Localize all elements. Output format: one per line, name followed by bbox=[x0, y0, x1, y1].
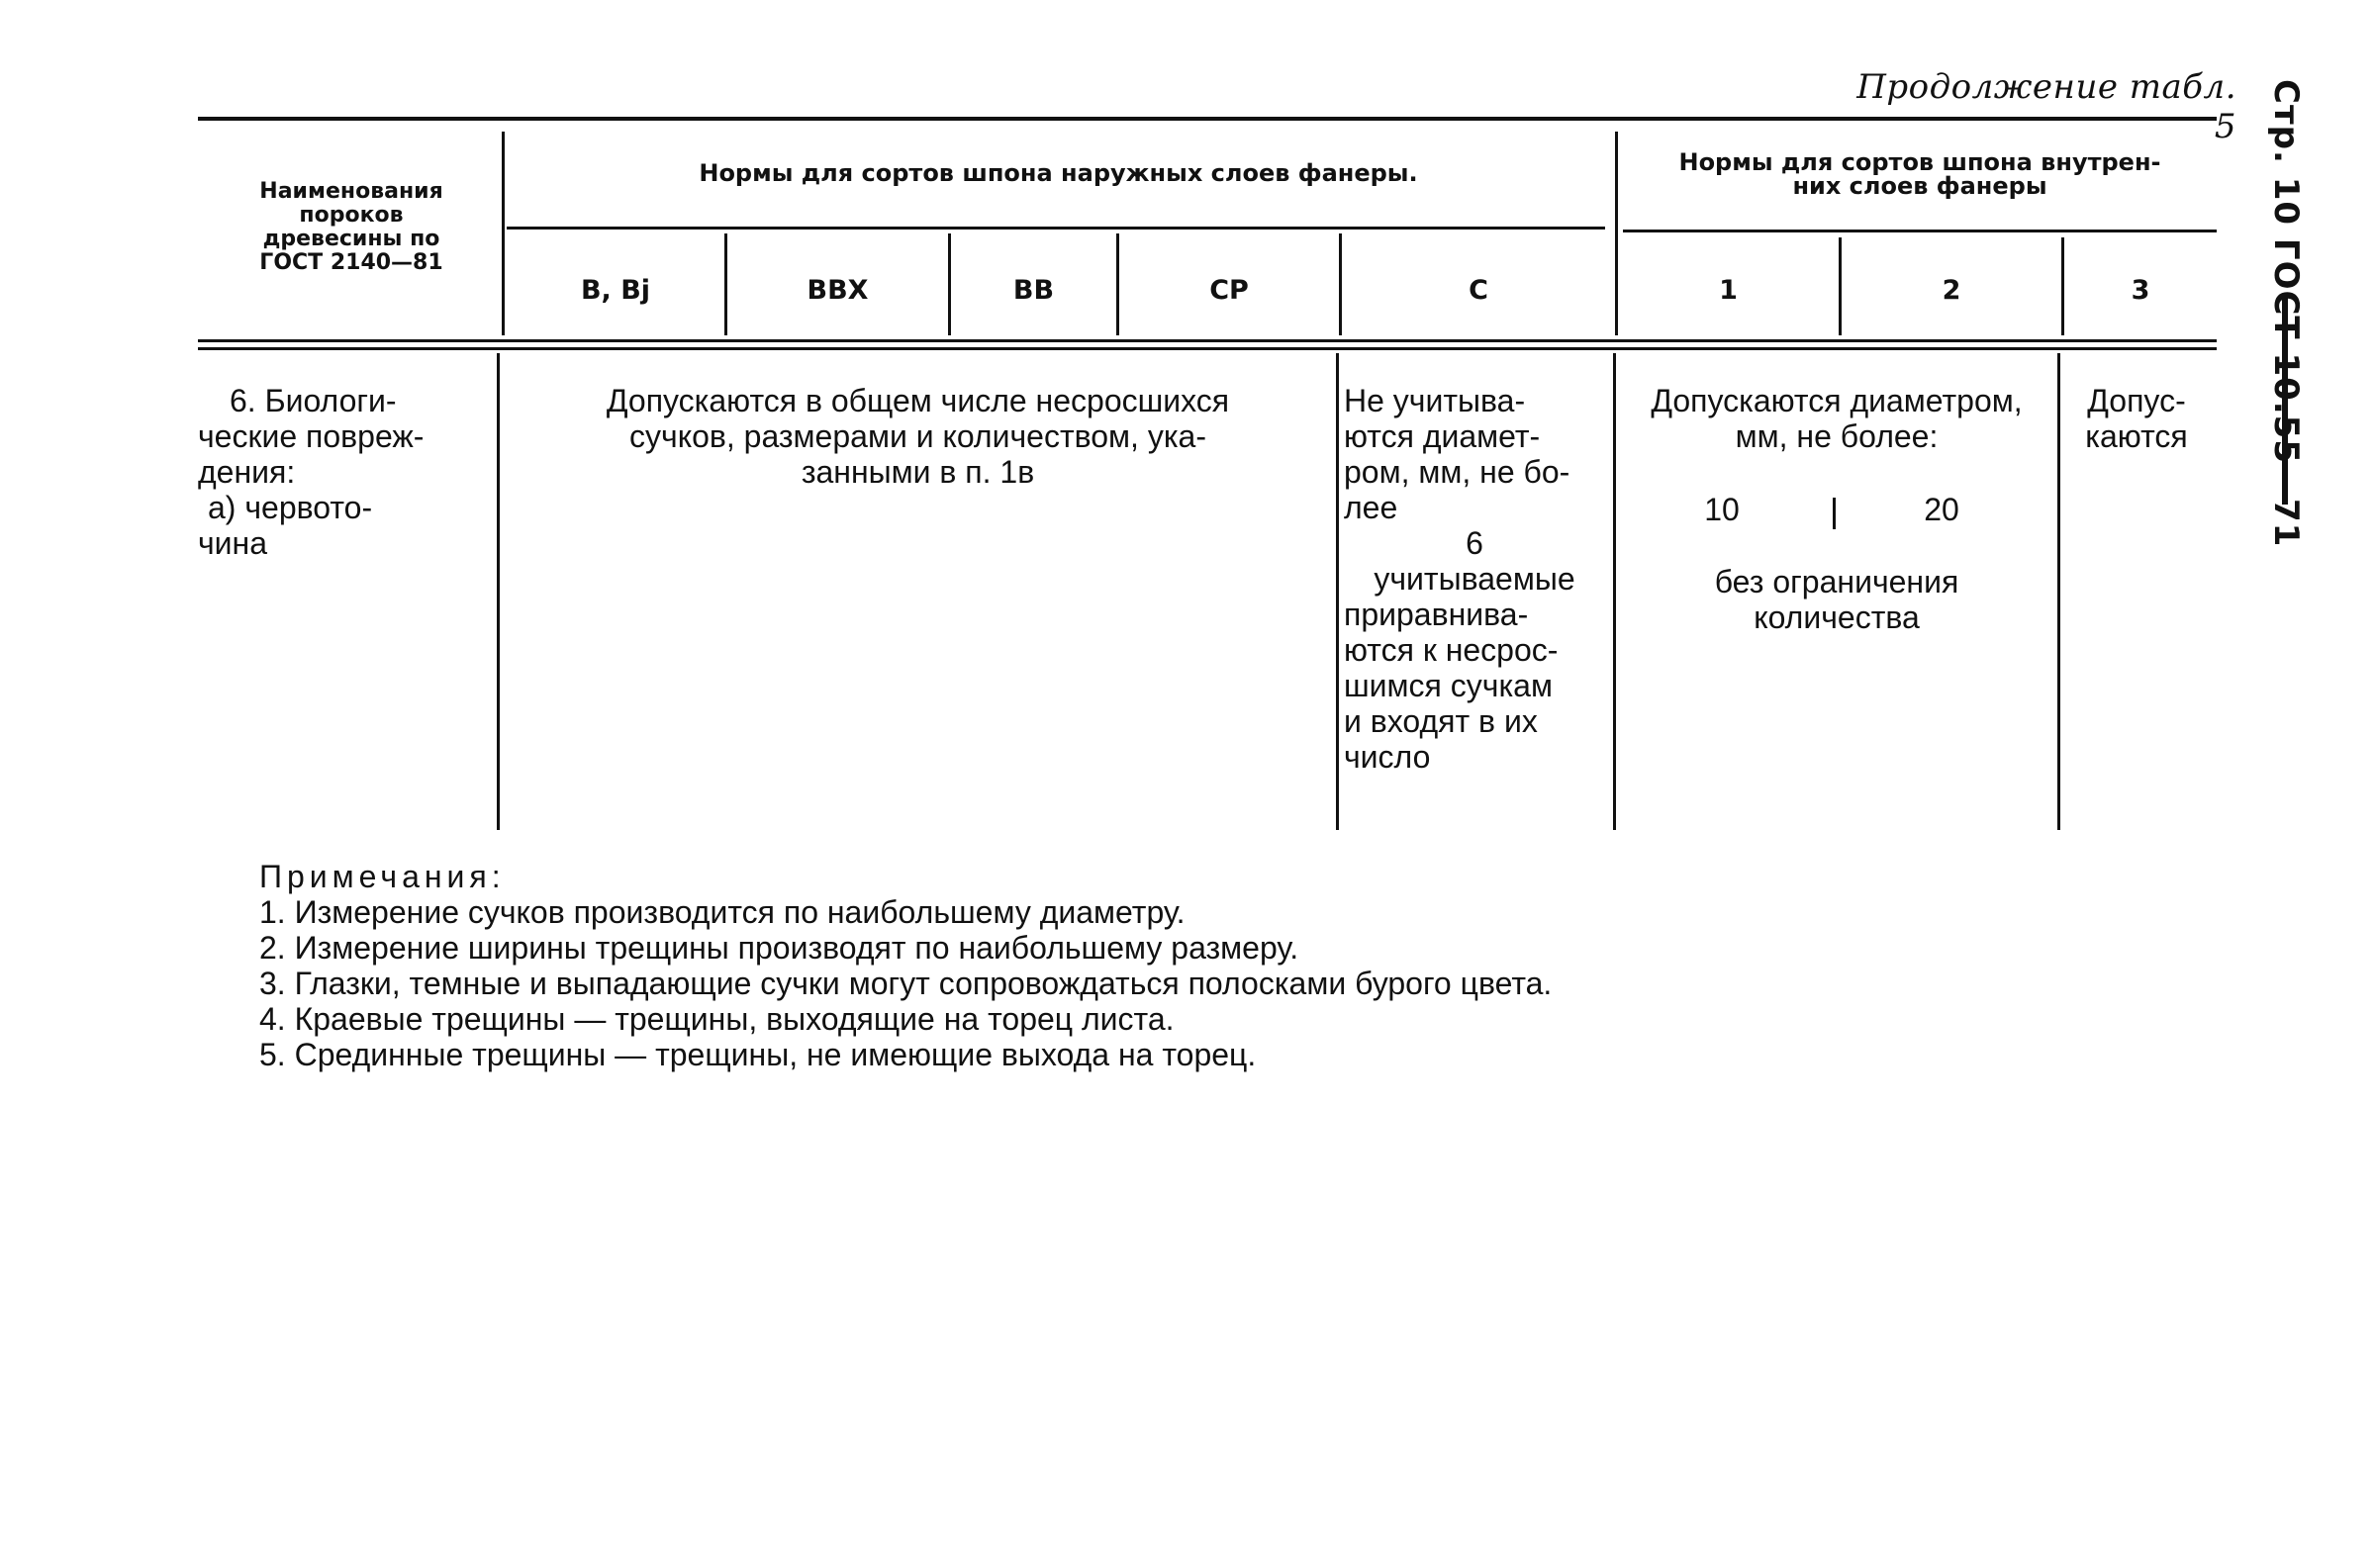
row-name-cell: 6. Биологи- ческие повреж- дения: а) червото- чина bbox=[198, 383, 425, 561]
side-caption-rule bbox=[2282, 297, 2288, 505]
col-header-3: 3 bbox=[2131, 275, 2150, 306]
page-side-caption: Стр. 10 ГОСТ 10.55—71 bbox=[2266, 79, 2306, 548]
outer-group-rule bbox=[507, 227, 1605, 230]
col-header-c: С bbox=[1469, 275, 1488, 306]
note-item: 2. Измерение ширины трещины производят по наибольшему размеру. bbox=[259, 930, 1299, 966]
note-item: 5. Срединные трещины — трещины, не имеющие выхода на торец. bbox=[259, 1037, 1257, 1072]
body-divider-name bbox=[497, 353, 500, 830]
inner-group-rule bbox=[1623, 230, 2217, 232]
body-divider-inner bbox=[2057, 353, 2060, 830]
table-continuation-caption: Продолжение табл. 5 bbox=[1856, 67, 2236, 146]
body-divider-outer bbox=[1336, 353, 1339, 830]
first-col-header: Наименования пороков древесины по ГОСТ 2140—81 bbox=[259, 179, 443, 275]
body-divider-c bbox=[1613, 353, 1616, 830]
inner-grades-cell: Допускаются диаметром, мм, не более: bbox=[1651, 383, 2023, 454]
note-item: 4. Краевые трещины — трещины, выходящие на торец листа. bbox=[259, 1001, 1175, 1037]
col-header-cp: СР bbox=[1209, 275, 1249, 306]
outer-group-header: Нормы для сортов шпона наружных слоев фанеры. bbox=[699, 159, 1418, 187]
inner-group-header: Нормы для сортов шпона внутрен- них слоев фанеры bbox=[1678, 148, 2161, 200]
outer-grades-cell: Допускаются в общем числе несросшихся сучков, размерами и количеством, ука- занными в п. 1в bbox=[606, 383, 1230, 490]
grade-3-cell: Допус- каются bbox=[2085, 383, 2188, 454]
grade-c-value: 6 bbox=[1466, 525, 1483, 561]
col-header-bb: ВВ bbox=[1012, 275, 1055, 306]
notes-block bbox=[259, 859, 1942, 1072]
col-header-bbx: ВВХ bbox=[807, 275, 869, 306]
col-header-b-bj: В, Bj bbox=[580, 275, 651, 306]
header-bottom-rule bbox=[198, 339, 2217, 342]
inner-no-limit: без ограничения количества bbox=[1714, 564, 1959, 635]
inner-value-20: 20 bbox=[1924, 492, 1959, 527]
inner-value-separator bbox=[1833, 498, 1836, 529]
col-divider-name bbox=[502, 132, 505, 335]
inner-value-10: 10 bbox=[1704, 492, 1740, 527]
note-item: 1. Измерение сучков производится по наибольшему диаметру. bbox=[259, 894, 1186, 930]
note-item: 3. Глазки, темные и выпадающие сучки могут сопровождаться полосками бурого цвета. bbox=[259, 966, 1553, 1001]
grade-c-cell: Не учитыва- ются диамет- ром, мм, не бо- лее 6 учитываемые приравнива- ются к несрос- шимся сучкам и входят в их число bbox=[1344, 383, 1605, 775]
header-bottom-rule-2 bbox=[198, 347, 2217, 350]
col-header-2: 2 bbox=[1942, 275, 1961, 306]
notes-title: Примечания: bbox=[259, 859, 506, 894]
table-top-rule bbox=[198, 117, 2217, 121]
col-header-1: 1 bbox=[1719, 275, 1738, 306]
